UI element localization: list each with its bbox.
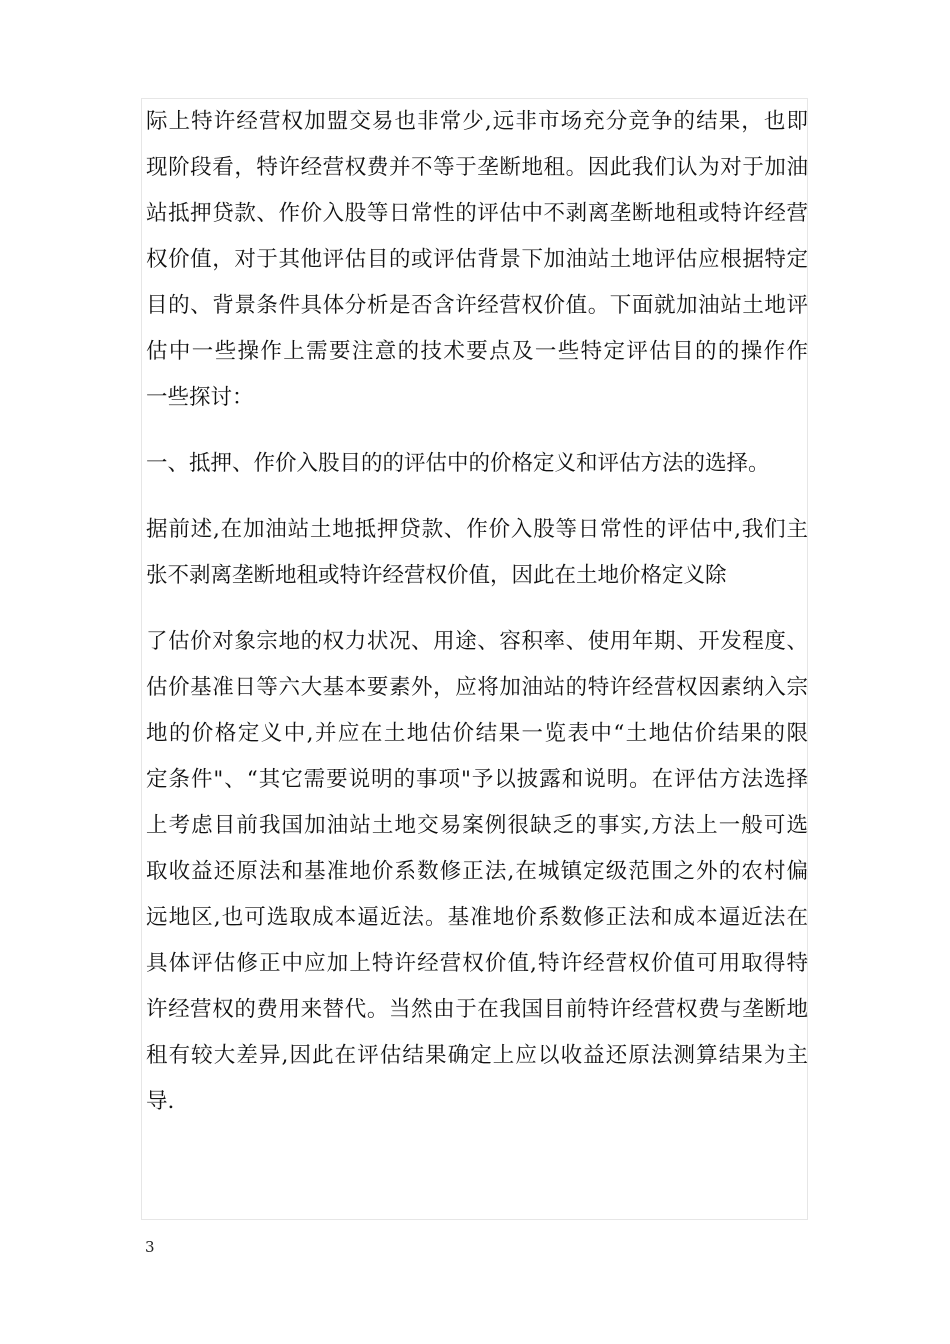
text-line: 权价值，对于其他评估目的或评估背景下加油站土地评估应根据特定	[146, 247, 808, 272]
text-line: 定条件"、“其它需要说明的事项"予以披露和说明。在评估方法选择	[146, 767, 808, 792]
text-line: 一些探讨：	[146, 385, 254, 410]
heading-line: 一、抵押、作价入股目的的评估中的价格定义和评估方法的选择。	[146, 451, 770, 476]
page-number: 3	[145, 1238, 155, 1256]
text-line: 远地区,也可选取成本逼近法。基准地价系数修正法和成本逼近法在	[146, 905, 808, 930]
text-line: 导.	[146, 1089, 175, 1114]
text-line: 估中一些操作上需要注意的技术要点及一些特定评估目的的操作作	[146, 339, 808, 364]
text-line: 目的、背景条件具体分析是否含许经营权价值。下面就加油站土地评	[146, 293, 808, 318]
text-line: 许经营权的费用来替代。当然由于在我国目前特许经营权费与垄断地	[146, 997, 808, 1022]
text-line: 地的价格定义中,并应在土地估价结果一览表中“土地估价结果的限	[146, 721, 808, 746]
section-heading	[146, 441, 808, 487]
text-line: 租有较大差异,因此在评估结果确定上应以收益还原法测算结果为主	[146, 1043, 808, 1068]
text-line: 张不剥离垄断地租或特许经营权价值，因此在土地价格定义除	[146, 563, 727, 588]
text-line: 现阶段看，特许经营权费并不等于垄断地租。因此我们认为对于加油	[146, 155, 808, 180]
text-line: 据前述,在加油站土地抵押贷款、作价入股等日常性的评估中,我们主	[146, 517, 808, 542]
text-line: 取收益还原法和基准地价系数修正法,在城镇定级范围之外的农村偏	[146, 859, 808, 884]
text-line: 上考虑目前我国加油站土地交易案例很缺乏的事实,方法上一般可选	[146, 813, 808, 838]
paragraph-2	[146, 507, 808, 599]
text-line: 际上特许经营权加盟交易也非常少,远非市场充分竞争的结果，也即	[146, 109, 808, 134]
text-line: 估价基准日等六大基本要素外，应将加油站的特许经营权因素纳入宗	[146, 675, 808, 700]
text-line: 具体评估修正中应加上特许经营权价值,特许经营权价值可用取得特	[146, 951, 808, 976]
paragraph-1	[146, 99, 808, 421]
text-line: 了估价对象宗地的权力状况、用途、容积率、使用年期、开发程度、	[146, 629, 808, 654]
paragraph-3	[146, 619, 808, 1125]
document-body	[146, 99, 808, 1125]
text-line: 站抵押贷款、作价入股等日常性的评估中不剥离垄断地租或特许经营	[146, 201, 808, 226]
